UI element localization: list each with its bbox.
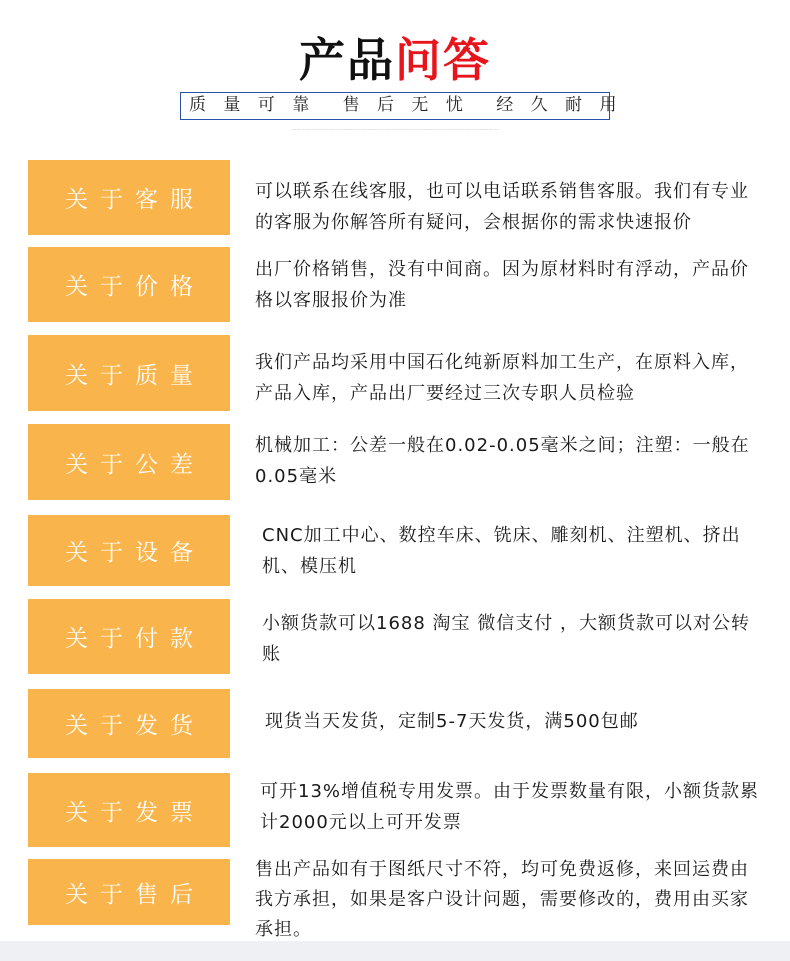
slogan-box	[180, 92, 623, 120]
faq-label-equipment: 关于设备	[28, 515, 230, 586]
bottom-band	[0, 941, 790, 961]
faq-answer-payment: 小额货款可以1688 淘宝 微信支付 ，大额货款可以对公转账	[262, 613, 750, 665]
faq-label-tolerance: 关于公差	[28, 424, 230, 500]
slogan-item: 经 久 耐 用	[496, 95, 623, 115]
faq-answer-aftersale: 售出产品如有于图纸尺寸不符，均可免费返修，来回运费由我方承担，如果是客户设计问题，需要修改的，费用由买家承担。	[255, 859, 749, 940]
faq-answer-shipping: 现货当天发货，定制5-7天发货，满500包邮	[265, 711, 639, 732]
faq-answer-tolerance: 机械加工：公差一般在0.02-0.05毫米之间；注塑：一般在0.05毫米	[255, 435, 750, 487]
faq-label-price: 关于价格	[28, 247, 230, 322]
decorative-tiny-text: ···································································································································································	[291, 127, 499, 132]
title-part-1: 产品	[299, 33, 395, 87]
faq-label-payment: 关于付款	[28, 599, 230, 674]
title-part-2: 问答	[395, 33, 491, 87]
faq-label-aftersale: 关于售后	[28, 859, 230, 925]
faq-answer-service: 可以联系在线客服，也可以电话联系销售客服。我们有专业的客服为你解答所有疑问，会根据你的需求快速报价	[255, 181, 749, 233]
slogan-item: 售 后 无 忧	[342, 95, 469, 115]
faq-label-service: 关于客服	[28, 160, 230, 235]
faq-answer-invoice: 可开13%增值税专用发票。由于发票数量有限，小额货款累计2000元以上可开发票	[260, 781, 760, 833]
faq-label-shipping: 关于发货	[28, 689, 230, 758]
slogan-item: 质 量 可 靠	[189, 95, 316, 115]
faq-label-invoice: 关于发票	[28, 773, 230, 847]
faq-answer-quality: 我们产品均采用中国石化纯新原料加工生产，在原料入库，产品入库，产品出厂要经过三次专职人员检验	[255, 352, 749, 404]
faq-answer-equipment: CNC加工中心、数控车床、铣床、雕刻机、注塑机、挤出机、模压机	[262, 525, 741, 577]
page-title	[0, 30, 790, 90]
faq-answer-price: 出厂价格销售，没有中间商。因为原材料时有浮动，产品价格以客服报价为准	[255, 259, 749, 311]
faq-label-quality: 关于质量	[28, 335, 230, 411]
